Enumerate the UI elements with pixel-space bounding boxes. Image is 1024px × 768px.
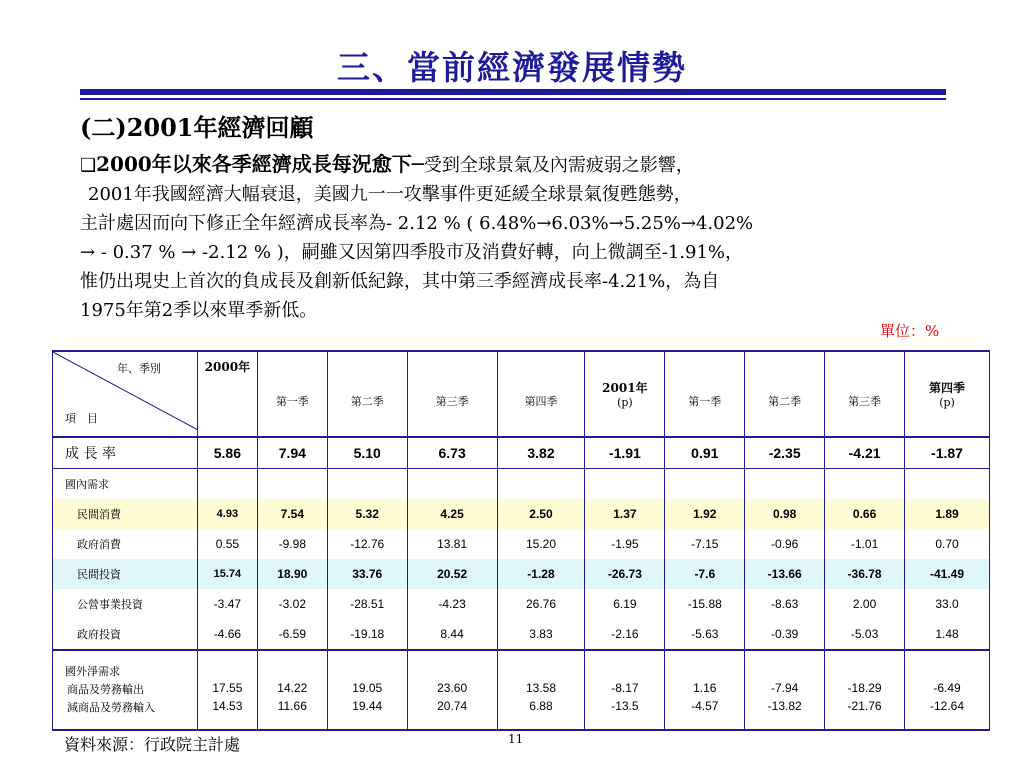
row-value: -1.95	[585, 529, 665, 559]
row-value: 13.81	[407, 529, 497, 559]
row-value: 6.19	[585, 589, 665, 619]
row-value: -19.18	[327, 619, 407, 650]
growth-rate-value: 3.82	[497, 437, 585, 469]
growth-rate-label: 成 長 率	[53, 437, 198, 469]
import-value: 11.66	[277, 699, 307, 713]
empty-cell	[585, 469, 665, 500]
export-value: -6.49	[933, 681, 961, 695]
checkbox-bullet-icon: ❑	[80, 155, 97, 176]
row-value: 0.66	[825, 499, 905, 529]
paragraph-line-3: 主計處因而向下修正全年經濟成長率為- 2.12 % ( 6.48%→6.03%→5.25%→4.02%	[80, 213, 754, 234]
export-value: 23.60	[437, 681, 468, 695]
row-value: 20.52	[407, 559, 497, 589]
foreign-values-cell	[905, 650, 990, 730]
foreign-values-cell	[327, 650, 407, 730]
export-value: 17.55	[212, 681, 243, 695]
paragraph-lead: 2000年以來各季經濟成長每況愈下─	[96, 152, 424, 176]
row-value: 7.54	[257, 499, 327, 529]
row-value: 2.00	[825, 589, 905, 619]
growth-rate-value: -1.91	[585, 437, 665, 469]
row-value: 33.0	[905, 589, 990, 619]
foreign-values-cell	[197, 650, 257, 730]
row-value: -4.23	[407, 589, 497, 619]
table-row	[53, 619, 990, 650]
corner-top-label: 年、季別	[117, 362, 161, 375]
title-rule-thin	[80, 98, 946, 100]
foreign-demand-title: 國外淨需求	[65, 665, 120, 678]
section-subtitle: (二)2001年經濟回顧	[80, 113, 314, 142]
empty-cell	[825, 469, 905, 500]
column-header-line2: (p)	[939, 396, 955, 409]
title-rule-thick	[80, 89, 946, 95]
column-header-line1: 2000年	[204, 360, 251, 374]
column-header-line2: 第三季	[848, 395, 882, 408]
column-header	[825, 351, 905, 437]
row-value: -41.49	[905, 559, 990, 589]
domestic-demand-title: 國內需求	[53, 469, 198, 500]
table-body	[53, 351, 990, 730]
exports-label: 商品及勞務輸出	[67, 683, 144, 696]
empty-cell	[745, 469, 825, 500]
import-value: -21.76	[847, 699, 882, 713]
empty-cell	[327, 469, 407, 500]
row-value: 15.74	[197, 559, 257, 589]
row-value: 4.93	[197, 499, 257, 529]
foreign-values-cell	[665, 650, 745, 730]
row-value: 0.98	[745, 499, 825, 529]
row-value: -36.78	[825, 559, 905, 589]
growth-rate-value: 5.86	[197, 437, 257, 469]
row-value: 26.76	[497, 589, 585, 619]
export-value: 19.05	[352, 681, 383, 695]
data-source: 資料來源：行政院主計處	[64, 735, 241, 754]
growth-rate-value: -4.21	[825, 437, 905, 469]
slide-title: 三、當前經濟發展情勢	[337, 48, 687, 87]
column-header	[497, 351, 585, 437]
growth-rate-value: -1.87	[905, 437, 990, 469]
growth-table	[52, 350, 990, 731]
table-row	[53, 499, 990, 529]
summary-paragraph	[80, 150, 980, 325]
import-value: 6.88	[529, 699, 553, 713]
column-header-line2: 第二季	[350, 395, 384, 408]
row-value: 5.32	[327, 499, 407, 529]
paragraph-line-2: 2001年我國經濟大幅衰退，美國九一一攻擊事件更延緩全球景氣復甦態勢，	[88, 184, 692, 205]
import-value: -13.5	[611, 699, 639, 713]
growth-rate-value: 0.91	[665, 437, 745, 469]
row-value: -2.16	[585, 619, 665, 650]
row-label: 民間消費	[53, 499, 198, 529]
row-value: -5.63	[665, 619, 745, 650]
row-value: -28.51	[327, 589, 407, 619]
row-label: 政府投資	[53, 619, 198, 650]
row-value: -6.59	[257, 619, 327, 650]
import-value: 20.74	[437, 699, 468, 713]
column-header	[257, 351, 327, 437]
paragraph-line-1-rest: 受到全球景氣及內需疲弱之影響，	[423, 155, 694, 176]
column-header-line2: 第三季	[435, 395, 469, 408]
empty-cell	[197, 469, 257, 500]
paragraph-line-6: 1975年第2季以來單季新低。	[80, 300, 318, 321]
foreign-values-cell	[497, 650, 585, 730]
row-value: 18.90	[257, 559, 327, 589]
row-value: -0.96	[745, 529, 825, 559]
row-value: 0.70	[905, 529, 990, 559]
growth-rate-value: -2.35	[745, 437, 825, 469]
growth-rate-value: 5.10	[327, 437, 407, 469]
export-value: -8.17	[611, 681, 639, 695]
empty-cell	[905, 469, 990, 500]
export-value: 14.22	[277, 681, 308, 695]
row-value: -3.02	[257, 589, 327, 619]
empty-cell	[665, 469, 745, 500]
unit-label: 單位：%	[880, 322, 940, 340]
domestic-demand-row	[53, 469, 990, 500]
row-value: 8.44	[407, 619, 497, 650]
row-value: -7.6	[665, 559, 745, 589]
column-header-line2: 第一季	[275, 395, 309, 408]
row-value: -4.66	[197, 619, 257, 650]
column-header	[745, 351, 825, 437]
corner-bottom-label: 項 目	[65, 412, 98, 425]
export-value: -18.29	[847, 681, 882, 695]
column-header	[197, 351, 257, 437]
row-value: -9.98	[257, 529, 327, 559]
growth-rate-value: 7.94	[257, 437, 327, 469]
column-header	[327, 351, 407, 437]
paragraph-line-1	[80, 150, 980, 180]
header-corner-cell	[53, 351, 198, 437]
paragraph-line-4: → - 0.37 % → -2.12 % )，嗣雖又因第四季股市及消費好轉，向上微調至-1.91%，	[80, 242, 744, 263]
row-label: 公營事業投資	[53, 589, 198, 619]
row-value: -1.28	[497, 559, 585, 589]
column-header	[585, 351, 665, 437]
column-header-line2: 第二季	[768, 395, 802, 408]
export-value: 13.58	[525, 681, 556, 695]
column-header-line1: 2001年	[602, 381, 648, 395]
row-label: 政府消費	[53, 529, 198, 559]
table-row	[53, 529, 990, 559]
import-value: 19.44	[352, 699, 383, 713]
row-value: -3.47	[197, 589, 257, 619]
table-header-row	[53, 351, 990, 437]
foreign-demand-row	[53, 650, 990, 730]
table-row	[53, 589, 990, 619]
row-value: 1.92	[665, 499, 745, 529]
row-label: 民間投資	[53, 559, 198, 589]
growth-rate-row	[53, 437, 990, 469]
row-value: 1.48	[905, 619, 990, 650]
empty-cell	[257, 469, 327, 500]
foreign-values-cell	[407, 650, 497, 730]
foreign-values-cell	[745, 650, 825, 730]
row-value: 4.25	[407, 499, 497, 529]
row-value: -7.15	[665, 529, 745, 559]
column-header-line2: 第一季	[688, 395, 722, 408]
row-value: 33.76	[327, 559, 407, 589]
row-value: 3.83	[497, 619, 585, 650]
row-value: 15.20	[497, 529, 585, 559]
import-value: 14.53	[212, 699, 243, 713]
foreign-demand-labels	[53, 650, 198, 730]
import-value: -12.64	[929, 699, 965, 713]
foreign-values-cell	[585, 650, 665, 730]
growth-rate-value: 6.73	[407, 437, 497, 469]
paragraph-line-5: 惟仍出現史上首次的負成長及創新低紀錄，其中第三季經濟成長率-4.21%，為自	[80, 271, 720, 292]
column-header	[665, 351, 745, 437]
export-value: 1.16	[693, 681, 717, 695]
import-value: -4.57	[691, 699, 719, 713]
table-row	[53, 559, 990, 589]
foreign-values-cell	[257, 650, 327, 730]
import-value: -13.82	[767, 699, 802, 713]
row-value: 2.50	[497, 499, 585, 529]
column-header-line2: (p)	[617, 396, 633, 409]
row-value: 1.89	[905, 499, 990, 529]
column-header	[407, 351, 497, 437]
imports-label: 減商品及勞務輸入	[67, 701, 155, 714]
row-value: -13.66	[745, 559, 825, 589]
row-value: -0.39	[745, 619, 825, 650]
row-value: 1.37	[585, 499, 665, 529]
column-header-line2: 第四季	[524, 395, 558, 408]
row-value: -15.88	[665, 589, 745, 619]
row-value: -5.03	[825, 619, 905, 650]
row-value: -26.73	[585, 559, 665, 589]
column-header	[905, 351, 990, 437]
foreign-values-cell	[825, 650, 905, 730]
column-header-line1: 第四季	[929, 381, 966, 395]
row-value: -1.01	[825, 529, 905, 559]
row-value: -8.63	[745, 589, 825, 619]
empty-cell	[407, 469, 497, 500]
row-value: 0.55	[197, 529, 257, 559]
row-value: -12.76	[327, 529, 407, 559]
export-value: -7.94	[771, 681, 799, 695]
page-number: 11	[508, 732, 524, 746]
empty-cell	[497, 469, 585, 500]
